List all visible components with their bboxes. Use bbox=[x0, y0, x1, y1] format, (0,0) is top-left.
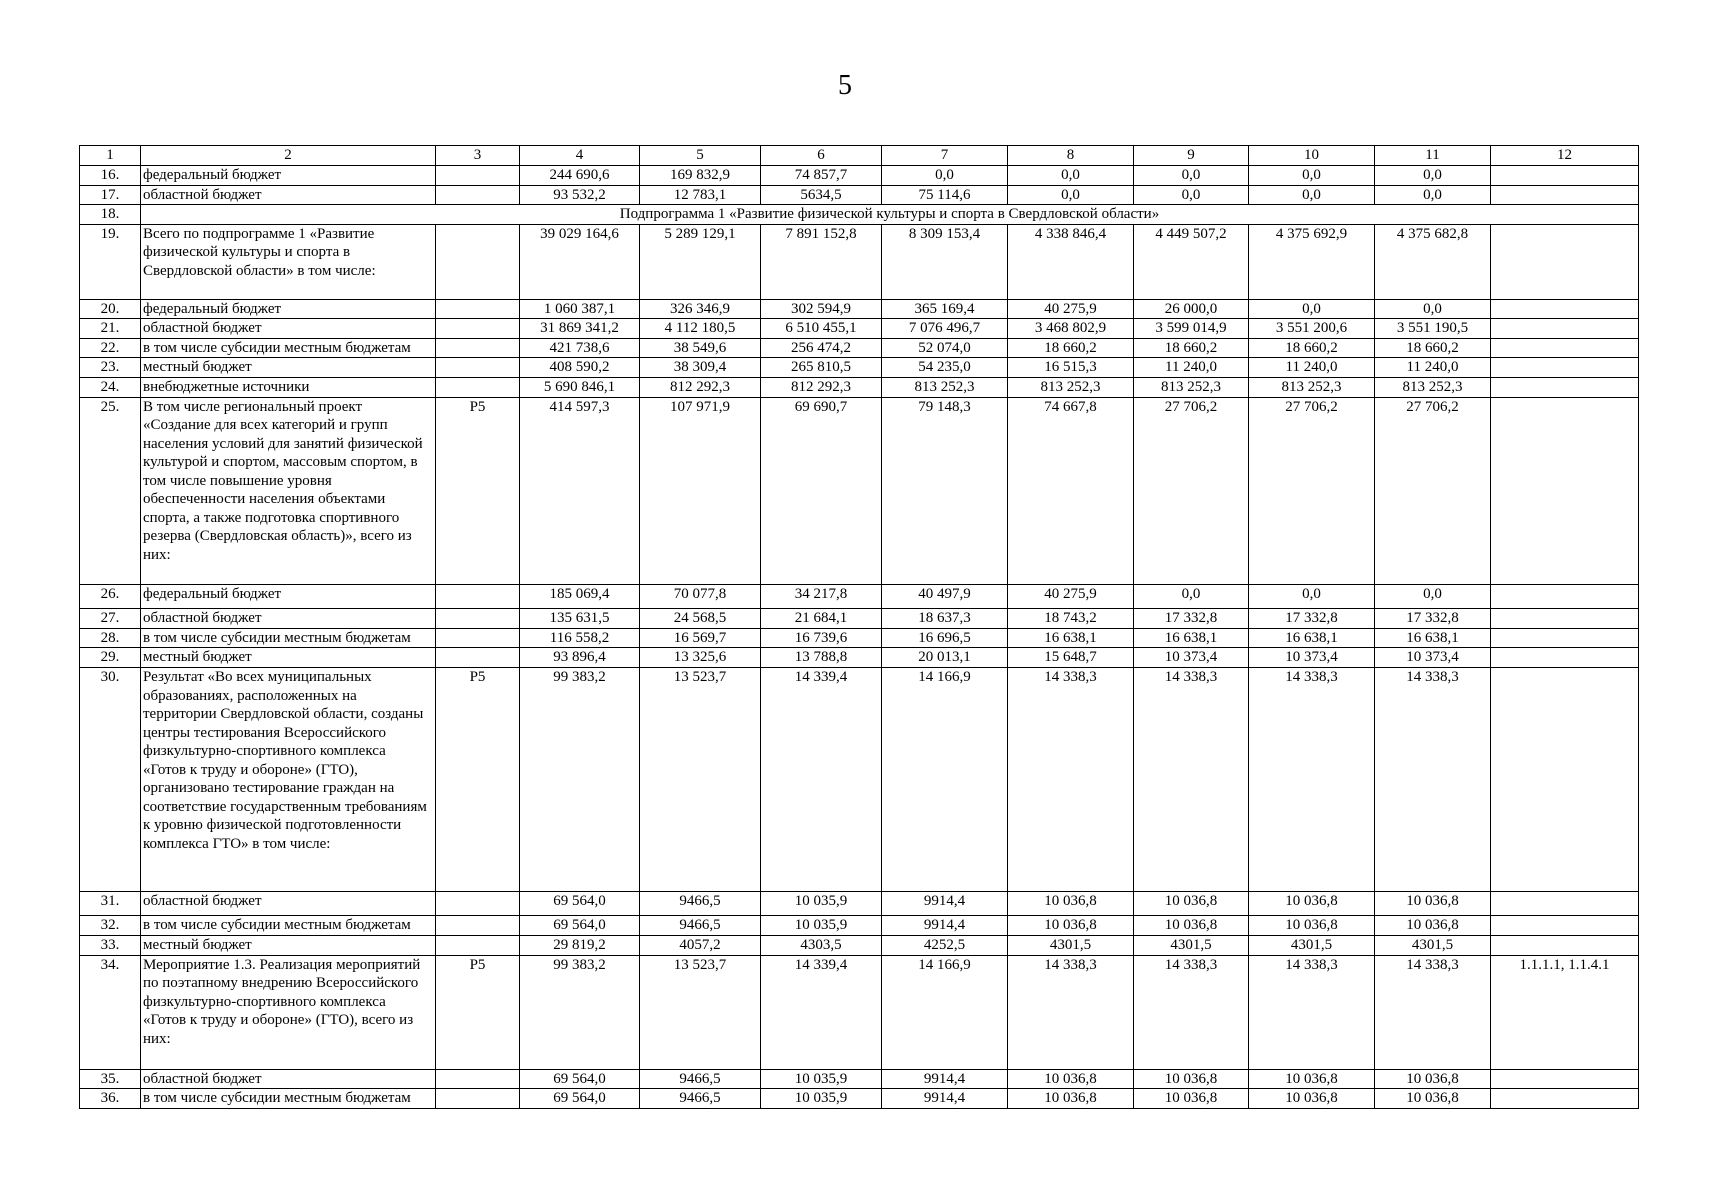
column-number-cell: 11 bbox=[1375, 146, 1491, 166]
column-number-cell: 9 bbox=[1134, 146, 1249, 166]
amount-cell: 99 383,2 bbox=[520, 668, 640, 892]
amount-cell: 10 035,9 bbox=[761, 1069, 882, 1089]
amount-cell: 16 638,1 bbox=[1375, 628, 1491, 648]
row-number-cell: 16. bbox=[80, 166, 141, 186]
amount-cell: 813 252,3 bbox=[1134, 377, 1249, 397]
amount-cell: 52 074,0 bbox=[882, 338, 1008, 358]
amount-cell: 31 869 341,2 bbox=[520, 319, 640, 339]
amount-cell: 0,0 bbox=[1375, 185, 1491, 205]
amount-cell: 5 690 846,1 bbox=[520, 377, 640, 397]
amount-cell: 244 690,6 bbox=[520, 166, 640, 186]
amount-cell: 18 660,2 bbox=[1249, 338, 1375, 358]
amount-cell: 17 332,8 bbox=[1134, 608, 1249, 628]
amount-cell: 0,0 bbox=[1249, 299, 1375, 319]
amount-cell: 14 338,3 bbox=[1375, 668, 1491, 892]
project-code-cell bbox=[436, 608, 520, 628]
project-code-cell bbox=[436, 377, 520, 397]
amount-cell: 10 035,9 bbox=[761, 916, 882, 936]
target-indicators-cell bbox=[1491, 338, 1639, 358]
amount-cell: 16 696,5 bbox=[882, 628, 1008, 648]
target-indicators-cell bbox=[1491, 358, 1639, 378]
amount-cell: 69 690,7 bbox=[761, 397, 882, 584]
amount-cell: 69 564,0 bbox=[520, 1089, 640, 1109]
project-code-cell bbox=[436, 936, 520, 956]
amount-cell: 40 275,9 bbox=[1008, 299, 1134, 319]
project-code-cell bbox=[436, 338, 520, 358]
project-code-cell bbox=[436, 299, 520, 319]
amount-cell: 93 532,2 bbox=[520, 185, 640, 205]
project-code-cell bbox=[436, 916, 520, 936]
column-number-cell: 7 bbox=[882, 146, 1008, 166]
amount-cell: 18 637,3 bbox=[882, 608, 1008, 628]
row-number-cell: 27. bbox=[80, 608, 141, 628]
row-number-cell: 20. bbox=[80, 299, 141, 319]
amount-cell: 0,0 bbox=[1249, 584, 1375, 608]
amount-cell: 4301,5 bbox=[1008, 936, 1134, 956]
amount-cell: 54 235,0 bbox=[882, 358, 1008, 378]
project-code-cell bbox=[436, 224, 520, 299]
project-code-cell bbox=[436, 166, 520, 186]
amount-cell: 10 035,9 bbox=[761, 892, 882, 916]
project-code-cell bbox=[436, 892, 520, 916]
amount-cell: 38 549,6 bbox=[640, 338, 761, 358]
amount-cell: 21 684,1 bbox=[761, 608, 882, 628]
amount-cell: 13 325,6 bbox=[640, 648, 761, 668]
item-label-cell: областной бюджет bbox=[141, 185, 436, 205]
target-indicators-cell: 1.1.1.1, 1.1.4.1 bbox=[1491, 955, 1639, 1069]
amount-cell: 813 252,3 bbox=[1249, 377, 1375, 397]
amount-cell: 4252,5 bbox=[882, 936, 1008, 956]
table-row bbox=[80, 397, 1639, 584]
amount-cell: 10 036,8 bbox=[1375, 916, 1491, 936]
amount-cell: 10 036,8 bbox=[1249, 1069, 1375, 1089]
amount-cell: 813 252,3 bbox=[1008, 377, 1134, 397]
amount-cell: 16 638,1 bbox=[1249, 628, 1375, 648]
amount-cell: 10 373,4 bbox=[1249, 648, 1375, 668]
project-code-cell: Р5 bbox=[436, 397, 520, 584]
amount-cell: 69 564,0 bbox=[520, 892, 640, 916]
amount-cell: 26 000,0 bbox=[1134, 299, 1249, 319]
row-number-cell: 23. bbox=[80, 358, 141, 378]
amount-cell: 4 112 180,5 bbox=[640, 319, 761, 339]
amount-cell: 0,0 bbox=[1134, 185, 1249, 205]
table-row bbox=[80, 936, 1639, 956]
amount-cell: 10 036,8 bbox=[1249, 916, 1375, 936]
amount-cell: 135 631,5 bbox=[520, 608, 640, 628]
row-number-cell: 24. bbox=[80, 377, 141, 397]
amount-cell: 16 569,7 bbox=[640, 628, 761, 648]
amount-cell: 27 706,2 bbox=[1249, 397, 1375, 584]
amount-cell: 302 594,9 bbox=[761, 299, 882, 319]
amount-cell: 265 810,5 bbox=[761, 358, 882, 378]
item-label-cell: федеральный бюджет bbox=[141, 166, 436, 186]
amount-cell: 0,0 bbox=[1375, 299, 1491, 319]
amount-cell: 10 036,8 bbox=[1134, 916, 1249, 936]
amount-cell: 40 275,9 bbox=[1008, 584, 1134, 608]
column-number-cell: 1 bbox=[80, 146, 141, 166]
project-code-cell bbox=[436, 358, 520, 378]
amount-cell: 812 292,3 bbox=[761, 377, 882, 397]
amount-cell: 69 564,0 bbox=[520, 1069, 640, 1089]
row-number-cell: 34. bbox=[80, 955, 141, 1069]
amount-cell: 0,0 bbox=[1134, 166, 1249, 186]
table-row bbox=[80, 608, 1639, 628]
amount-cell: 75 114,6 bbox=[882, 185, 1008, 205]
amount-cell: 10 036,8 bbox=[1008, 892, 1134, 916]
amount-cell: 1 060 387,1 bbox=[520, 299, 640, 319]
amount-cell: 812 292,3 bbox=[640, 377, 761, 397]
item-label-cell: в том числе субсидии местным бюджетам bbox=[141, 628, 436, 648]
target-indicators-cell bbox=[1491, 1089, 1639, 1109]
table-row bbox=[80, 916, 1639, 936]
budget-table bbox=[79, 145, 1639, 1109]
amount-cell: 326 346,9 bbox=[640, 299, 761, 319]
target-indicators-cell bbox=[1491, 936, 1639, 956]
page-number: 5 bbox=[838, 70, 852, 101]
amount-cell: 69 564,0 bbox=[520, 916, 640, 936]
amount-cell: 3 468 802,9 bbox=[1008, 319, 1134, 339]
amount-cell: 10 036,8 bbox=[1134, 892, 1249, 916]
amount-cell: 14 166,9 bbox=[882, 668, 1008, 892]
table-row bbox=[80, 377, 1639, 397]
table-row bbox=[80, 299, 1639, 319]
section-title-cell: Подпрограмма 1 «Развитие физической культуры и спорта в Свердловской области» bbox=[141, 205, 1639, 225]
section-row bbox=[80, 205, 1639, 225]
amount-cell: 13 523,7 bbox=[640, 955, 761, 1069]
amount-cell: 79 148,3 bbox=[882, 397, 1008, 584]
amount-cell: 7 076 496,7 bbox=[882, 319, 1008, 339]
amount-cell: 6 510 455,1 bbox=[761, 319, 882, 339]
target-indicators-cell bbox=[1491, 397, 1639, 584]
target-indicators-cell bbox=[1491, 668, 1639, 892]
amount-cell: 99 383,2 bbox=[520, 955, 640, 1069]
amount-cell: 14 338,3 bbox=[1134, 668, 1249, 892]
row-number-cell: 17. bbox=[80, 185, 141, 205]
item-label-cell: областной бюджет bbox=[141, 1069, 436, 1089]
amount-cell: 4301,5 bbox=[1134, 936, 1249, 956]
item-label-cell: местный бюджет bbox=[141, 648, 436, 668]
amount-cell: 10 036,8 bbox=[1134, 1069, 1249, 1089]
table-row bbox=[80, 892, 1639, 916]
amount-cell: 14 338,3 bbox=[1375, 955, 1491, 1069]
item-label-cell: внебюджетные источники bbox=[141, 377, 436, 397]
item-label-cell: федеральный бюджет bbox=[141, 299, 436, 319]
column-number-cell: 12 bbox=[1491, 146, 1639, 166]
amount-cell: 9914,4 bbox=[882, 916, 1008, 936]
amount-cell: 421 738,6 bbox=[520, 338, 640, 358]
target-indicators-cell bbox=[1491, 166, 1639, 186]
amount-cell: 74 857,7 bbox=[761, 166, 882, 186]
amount-cell: 74 667,8 bbox=[1008, 397, 1134, 584]
amount-cell: 813 252,3 bbox=[1375, 377, 1491, 397]
table-row bbox=[80, 166, 1639, 186]
table-row bbox=[80, 358, 1639, 378]
amount-cell: 14 338,3 bbox=[1249, 955, 1375, 1069]
column-number-cell: 8 bbox=[1008, 146, 1134, 166]
amount-cell: 10 036,8 bbox=[1249, 892, 1375, 916]
table-row bbox=[80, 955, 1639, 1069]
amount-cell: 9466,5 bbox=[640, 916, 761, 936]
amount-cell: 5 289 129,1 bbox=[640, 224, 761, 299]
amount-cell: 16 638,1 bbox=[1134, 628, 1249, 648]
amount-cell: 8 309 153,4 bbox=[882, 224, 1008, 299]
target-indicators-cell bbox=[1491, 1069, 1639, 1089]
target-indicators-cell bbox=[1491, 584, 1639, 608]
amount-cell: 15 648,7 bbox=[1008, 648, 1134, 668]
amount-cell: 16 515,3 bbox=[1008, 358, 1134, 378]
target-indicators-cell bbox=[1491, 299, 1639, 319]
target-indicators-cell bbox=[1491, 628, 1639, 648]
amount-cell: 10 373,4 bbox=[1375, 648, 1491, 668]
amount-cell: 18 660,2 bbox=[1375, 338, 1491, 358]
amount-cell: 10 036,8 bbox=[1375, 1089, 1491, 1109]
amount-cell: 10 036,8 bbox=[1375, 892, 1491, 916]
row-number-cell: 32. bbox=[80, 916, 141, 936]
row-number-cell: 33. bbox=[80, 936, 141, 956]
amount-cell: 10 035,9 bbox=[761, 1089, 882, 1109]
amount-cell: 4 338 846,4 bbox=[1008, 224, 1134, 299]
amount-cell: 11 240,0 bbox=[1375, 358, 1491, 378]
item-label-cell: Мероприятие 1.3. Реализация мероприятий по поэтапному внедрению Всероссийского физкультурно-спортивного комплекса «Готов к труду и обороне» (ГТО), всего из них: bbox=[141, 955, 436, 1069]
amount-cell: 14 339,4 bbox=[761, 955, 882, 1069]
amount-cell: 17 332,8 bbox=[1249, 608, 1375, 628]
amount-cell: 34 217,8 bbox=[761, 584, 882, 608]
amount-cell: 27 706,2 bbox=[1375, 397, 1491, 584]
table-row bbox=[80, 185, 1639, 205]
amount-cell: 4301,5 bbox=[1249, 936, 1375, 956]
target-indicators-cell bbox=[1491, 224, 1639, 299]
amount-cell: 5634,5 bbox=[761, 185, 882, 205]
column-number-row bbox=[80, 146, 1639, 166]
amount-cell: 3 551 190,5 bbox=[1375, 319, 1491, 339]
amount-cell: 38 309,4 bbox=[640, 358, 761, 378]
target-indicators-cell bbox=[1491, 916, 1639, 936]
amount-cell: 0,0 bbox=[1008, 166, 1134, 186]
row-number-cell: 31. bbox=[80, 892, 141, 916]
amount-cell: 10 373,4 bbox=[1134, 648, 1249, 668]
item-label-cell: в том числе субсидии местным бюджетам bbox=[141, 1089, 436, 1109]
amount-cell: 414 597,3 bbox=[520, 397, 640, 584]
row-number-cell: 29. bbox=[80, 648, 141, 668]
amount-cell: 4 375 692,9 bbox=[1249, 224, 1375, 299]
amount-cell: 10 036,8 bbox=[1008, 1069, 1134, 1089]
amount-cell: 9914,4 bbox=[882, 892, 1008, 916]
amount-cell: 16 739,6 bbox=[761, 628, 882, 648]
amount-cell: 9466,5 bbox=[640, 892, 761, 916]
table-row bbox=[80, 1089, 1639, 1109]
amount-cell: 9466,5 bbox=[640, 1069, 761, 1089]
item-label-cell: федеральный бюджет bbox=[141, 584, 436, 608]
target-indicators-cell bbox=[1491, 608, 1639, 628]
amount-cell: 0,0 bbox=[1375, 166, 1491, 186]
amount-cell: 0,0 bbox=[1249, 166, 1375, 186]
row-number-cell: 30. bbox=[80, 668, 141, 892]
project-code-cell: Р5 bbox=[436, 955, 520, 1069]
amount-cell: 40 497,9 bbox=[882, 584, 1008, 608]
item-label-cell: местный бюджет bbox=[141, 358, 436, 378]
row-number-cell: 19. bbox=[80, 224, 141, 299]
item-label-cell: в том числе субсидии местным бюджетам bbox=[141, 338, 436, 358]
row-number-cell: 35. bbox=[80, 1069, 141, 1089]
amount-cell: 9466,5 bbox=[640, 1089, 761, 1109]
column-number-cell: 10 bbox=[1249, 146, 1375, 166]
column-number-cell: 4 bbox=[520, 146, 640, 166]
amount-cell: 14 339,4 bbox=[761, 668, 882, 892]
amount-cell: 0,0 bbox=[1134, 584, 1249, 608]
project-code-cell: Р5 bbox=[436, 668, 520, 892]
project-code-cell bbox=[436, 1069, 520, 1089]
amount-cell: 39 029 164,6 bbox=[520, 224, 640, 299]
column-number-cell: 6 bbox=[761, 146, 882, 166]
amount-cell: 4301,5 bbox=[1375, 936, 1491, 956]
item-label-cell: В том числе региональный проект «Создание для всех категорий и групп населения условий для занятий физической культурой и спортом, массовым спортом, в том числе повышение уровня обеспеченности населения объектами спорта, а также подготовка спортивного резерва (Свердловская область)», всего из них: bbox=[141, 397, 436, 584]
amount-cell: 13 523,7 bbox=[640, 668, 761, 892]
target-indicators-cell bbox=[1491, 319, 1639, 339]
amount-cell: 10 036,8 bbox=[1008, 916, 1134, 936]
amount-cell: 14 338,3 bbox=[1134, 955, 1249, 1069]
row-number-cell: 18. bbox=[80, 205, 141, 225]
table-row bbox=[80, 1069, 1639, 1089]
amount-cell: 10 036,8 bbox=[1008, 1089, 1134, 1109]
target-indicators-cell bbox=[1491, 648, 1639, 668]
amount-cell: 14 338,3 bbox=[1008, 668, 1134, 892]
amount-cell: 7 891 152,8 bbox=[761, 224, 882, 299]
row-number-cell: 21. bbox=[80, 319, 141, 339]
amount-cell: 4 449 507,2 bbox=[1134, 224, 1249, 299]
table-row bbox=[80, 648, 1639, 668]
amount-cell: 11 240,0 bbox=[1249, 358, 1375, 378]
row-number-cell: 36. bbox=[80, 1089, 141, 1109]
amount-cell: 29 819,2 bbox=[520, 936, 640, 956]
table-row bbox=[80, 628, 1639, 648]
project-code-cell bbox=[436, 319, 520, 339]
amount-cell: 365 169,4 bbox=[882, 299, 1008, 319]
amount-cell: 10 036,8 bbox=[1249, 1089, 1375, 1109]
table-row bbox=[80, 668, 1639, 892]
amount-cell: 9914,4 bbox=[882, 1069, 1008, 1089]
item-label-cell: областной бюджет bbox=[141, 319, 436, 339]
amount-cell: 813 252,3 bbox=[882, 377, 1008, 397]
table-row bbox=[80, 224, 1639, 299]
amount-cell: 20 013,1 bbox=[882, 648, 1008, 668]
amount-cell: 14 338,3 bbox=[1008, 955, 1134, 1069]
target-indicators-cell bbox=[1491, 377, 1639, 397]
amount-cell: 14 338,3 bbox=[1249, 668, 1375, 892]
amount-cell: 0,0 bbox=[1249, 185, 1375, 205]
column-number-cell: 3 bbox=[436, 146, 520, 166]
amount-cell: 17 332,8 bbox=[1375, 608, 1491, 628]
amount-cell: 0,0 bbox=[1008, 185, 1134, 205]
table-row bbox=[80, 584, 1639, 608]
row-number-cell: 25. bbox=[80, 397, 141, 584]
amount-cell: 0,0 bbox=[882, 166, 1008, 186]
amount-cell: 107 971,9 bbox=[640, 397, 761, 584]
amount-cell: 14 166,9 bbox=[882, 955, 1008, 1069]
amount-cell: 16 638,1 bbox=[1008, 628, 1134, 648]
amount-cell: 18 743,2 bbox=[1008, 608, 1134, 628]
amount-cell: 4303,5 bbox=[761, 936, 882, 956]
amount-cell: 11 240,0 bbox=[1134, 358, 1249, 378]
project-code-cell bbox=[436, 185, 520, 205]
amount-cell: 3 599 014,9 bbox=[1134, 319, 1249, 339]
project-code-cell bbox=[436, 628, 520, 648]
amount-cell: 4 375 682,8 bbox=[1375, 224, 1491, 299]
table-row bbox=[80, 319, 1639, 339]
column-number-cell: 5 bbox=[640, 146, 761, 166]
amount-cell: 27 706,2 bbox=[1134, 397, 1249, 584]
item-label-cell: Результат «Во всех муниципальных образованиях, расположенных на территории Свердловской области, созданы центры тестирования Всероссийского физкультурно-спортивного комплекса «Готов к труду и обороне» (ГТО), организовано тестирование граждан на соответствие государственным требованиям к уровню физической подготовленности комплекса ГТО» в том числе: bbox=[141, 668, 436, 892]
amount-cell: 408 590,2 bbox=[520, 358, 640, 378]
item-label-cell: в том числе субсидии местным бюджетам bbox=[141, 916, 436, 936]
target-indicators-cell bbox=[1491, 892, 1639, 916]
amount-cell: 185 069,4 bbox=[520, 584, 640, 608]
amount-cell: 13 788,8 bbox=[761, 648, 882, 668]
item-label-cell: Всего по подпрограмме 1 «Развитие физической культуры и спорта в Свердловской области» в том числе: bbox=[141, 224, 436, 299]
amount-cell: 4057,2 bbox=[640, 936, 761, 956]
amount-cell: 70 077,8 bbox=[640, 584, 761, 608]
amount-cell: 10 036,8 bbox=[1375, 1069, 1491, 1089]
amount-cell: 10 036,8 bbox=[1134, 1089, 1249, 1109]
amount-cell: 18 660,2 bbox=[1134, 338, 1249, 358]
item-label-cell: областной бюджет bbox=[141, 892, 436, 916]
project-code-cell bbox=[436, 1089, 520, 1109]
amount-cell: 169 832,9 bbox=[640, 166, 761, 186]
table-row bbox=[80, 338, 1639, 358]
amount-cell: 9914,4 bbox=[882, 1089, 1008, 1109]
row-number-cell: 22. bbox=[80, 338, 141, 358]
amount-cell: 0,0 bbox=[1375, 584, 1491, 608]
project-code-cell bbox=[436, 648, 520, 668]
row-number-cell: 26. bbox=[80, 584, 141, 608]
item-label-cell: местный бюджет bbox=[141, 936, 436, 956]
amount-cell: 93 896,4 bbox=[520, 648, 640, 668]
amount-cell: 18 660,2 bbox=[1008, 338, 1134, 358]
column-number-cell: 2 bbox=[141, 146, 436, 166]
amount-cell: 24 568,5 bbox=[640, 608, 761, 628]
row-number-cell: 28. bbox=[80, 628, 141, 648]
project-code-cell bbox=[436, 584, 520, 608]
amount-cell: 256 474,2 bbox=[761, 338, 882, 358]
amount-cell: 3 551 200,6 bbox=[1249, 319, 1375, 339]
table-body bbox=[80, 146, 1639, 1109]
item-label-cell: областной бюджет bbox=[141, 608, 436, 628]
amount-cell: 12 783,1 bbox=[640, 185, 761, 205]
amount-cell: 116 558,2 bbox=[520, 628, 640, 648]
target-indicators-cell bbox=[1491, 185, 1639, 205]
